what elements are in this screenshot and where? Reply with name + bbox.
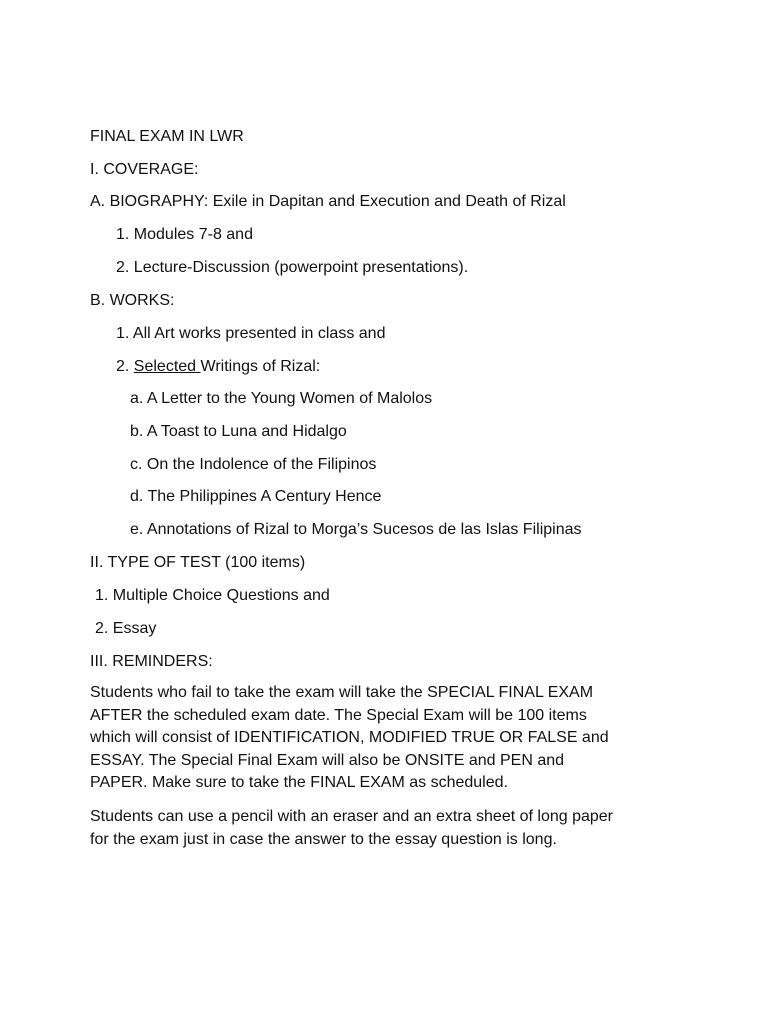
test-type-heading: II. TYPE OF TEST (100 items) — [90, 554, 306, 571]
works-item-2-underlined: Selected — [133, 358, 201, 375]
document-title: FINAL EXAM IN LWR — [90, 128, 244, 145]
writing-a: a. A Letter to the Young Women of Malolos — [130, 390, 433, 407]
coverage-heading: I. COVERAGE: — [90, 161, 199, 178]
writing-c: c. On the Indolence of the Filipinos — [130, 456, 377, 473]
works-item-2 — [116, 357, 320, 377]
writing-e: e. Annotations of Rizal to Morga’s Sucesos de las Islas Filipinas — [130, 521, 582, 538]
reminders-heading: III. REMINDERS: — [90, 653, 213, 670]
test-type-item-1: 1. Multiple Choice Questions and — [95, 587, 330, 604]
works-item-1: 1. All Art works presented in class and — [116, 325, 386, 342]
biography-item-1: 1. Modules 7-8 and — [116, 226, 253, 243]
biography-heading: A. BIOGRAPHY: Exile in Dapitan and Execution and Death of Rizal — [90, 193, 566, 210]
reminders-paragraph-1: Students who fail to take the exam will take the SPECIAL FINAL EXAM AFTER the scheduled exam date. The Special Exam will be 100 items which will consist of IDENTIFICATION, MODIFIED TRUE OR FALSE and ESSAY. The Special Final Exam will also be ONSITE and PEN and PAPER. Make sure to take the FINAL EXAM as scheduled. — [90, 684, 609, 791]
test-type-item-2: 2. Essay — [95, 620, 157, 637]
writing-d: d. The Philippines A Century Hence — [130, 488, 382, 505]
writing-b: b. A Toast to Luna and Hidalgo — [130, 423, 347, 440]
works-heading: B. WORKS: — [90, 292, 175, 309]
works-item-2-rest: Writings of Rizal: — [200, 358, 321, 375]
biography-item-2: 2. Lecture-Discussion (powerpoint presentations). — [116, 259, 469, 276]
works-item-2-prefix: 2. — [116, 358, 134, 375]
reminders-paragraph-2: Students can use a pencil with an eraser and an extra sheet of long paper for the exam just in case the answer to the essay question is long. — [90, 808, 614, 848]
